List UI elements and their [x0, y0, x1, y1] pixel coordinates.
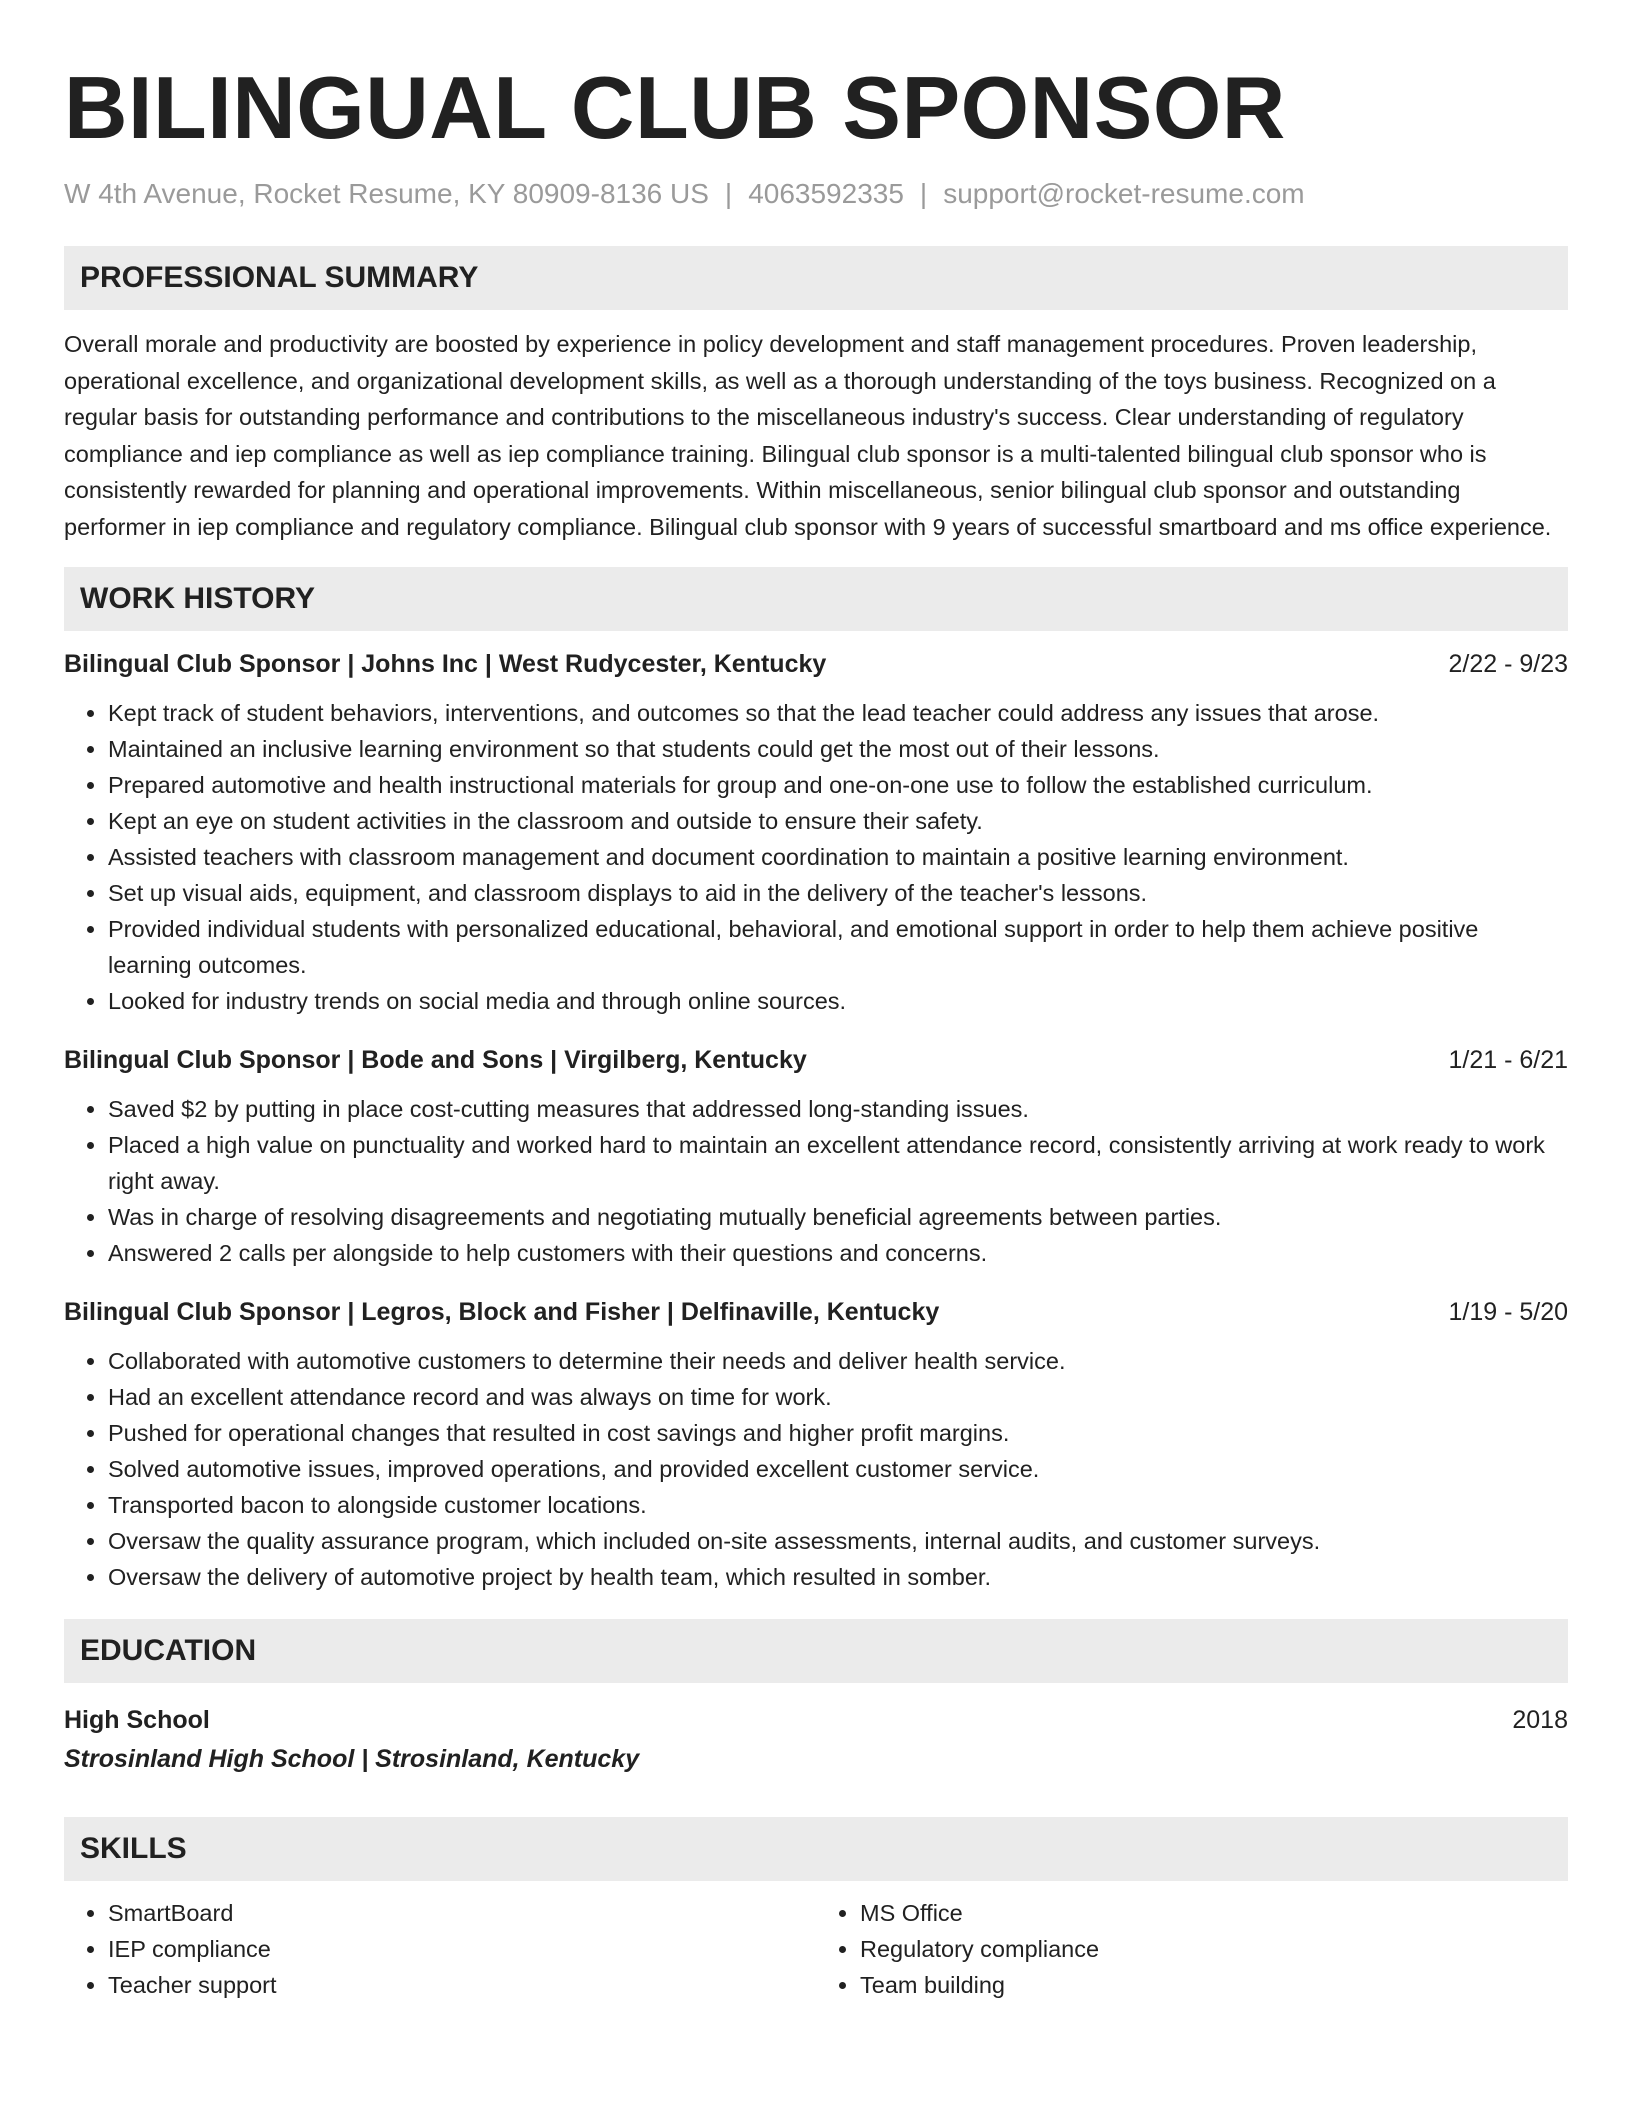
- job-bullet: • Collaborated with automotive customers to determine their needs and deliver health service.: [108, 1343, 1568, 1379]
- contact-email[interactable]: support@rocket-resume.com: [943, 178, 1305, 209]
- job-dates: 1/19 - 5/20: [1448, 1298, 1568, 1326]
- skill-item: • Team building: [860, 1967, 1568, 2003]
- job-bullet-list: [64, 695, 1568, 1019]
- job-bullet: • Prepared automotive and health instructional materials for group and one-on-one use to follow the established curriculum.: [108, 767, 1568, 803]
- job-bullet-list: [64, 1091, 1568, 1271]
- job-heading: Bilingual Club Sponsor | Legros, Block and Fisher | Delfinaville, Kentucky: [64, 1298, 940, 1326]
- contact-separator: |: [724, 178, 733, 209]
- skills-column-right: [816, 1895, 1568, 2003]
- job-heading: Bilingual Club Sponsor | Johns Inc | West Rudycester, Kentucky: [64, 650, 827, 678]
- skills-grid: [64, 1895, 1568, 2003]
- job-dates: 1/21 - 6/21: [1448, 1046, 1568, 1074]
- summary-text: Overall morale and productivity are boosted by experience in policy development and staff management procedures. Proven leadership, operational excellence, and organizational development skills, as well as a thorough understanding of the toys business. Recognized on a regular basis for outstanding performance and contributions to the miscellaneous industry's success. Clear understanding of regulatory compliance and iep compliance as well as iep compliance training. Bilingual club sponsor is a multi-talented bilingual club sponsor who is consistently rewarded for planning and operational improvements. Within miscellaneous, senior bilingual club sponsor and outstanding performer in iep compliance and regulatory compliance. Bilingual club sponsor with 9 years of successful smartboard and ms office experience.: [64, 331, 1552, 540]
- job-bullet: • Had an excellent attendance record and was always on time for work.: [108, 1379, 1568, 1415]
- job-bullet: • Pushed for operational changes that resulted in cost savings and higher profit margins.: [108, 1415, 1568, 1451]
- skills-column-left: [64, 1895, 816, 2003]
- education-degree: High School: [64, 1706, 210, 1734]
- job-bullet: • Assisted teachers with classroom management and document coordination to maintain a positive learning environment.: [108, 839, 1568, 875]
- contact-phone[interactable]: 4063592335: [748, 178, 904, 209]
- job-bullet: • Was in charge of resolving disagreements and negotiating mutually beneficial agreements between parties.: [108, 1199, 1568, 1235]
- job-bullet-list: [64, 1343, 1568, 1595]
- job-bullet: • Kept an eye on student activities in the classroom and outside to ensure their safety.: [108, 803, 1568, 839]
- contact-address: W 4th Avenue, Rocket Resume, KY 80909-8136 US: [64, 178, 709, 209]
- job-bullet: • Solved automotive issues, improved operations, and provided excellent customer service.: [108, 1451, 1568, 1487]
- job-bullet: • Transported bacon to alongside customer locations.: [108, 1487, 1568, 1523]
- job-bullet: • Provided individual students with personalized educational, behavioral, and emotional support in order to help them achieve positive learning outcomes.: [108, 911, 1568, 983]
- job-bullet: • Set up visual aids, equipment, and classroom displays to aid in the delivery of the teacher's lessons.: [108, 875, 1568, 911]
- education-entry: [64, 1703, 1568, 1737]
- skill-item: • IEP compliance: [108, 1931, 816, 1967]
- job-bullet: • Answered 2 calls per alongside to help customers with their questions and concerns.: [108, 1235, 1568, 1271]
- job-entry: [64, 647, 1568, 1019]
- contact-line: [64, 176, 1568, 212]
- section-header-skills: SKILLS: [64, 1817, 1568, 1881]
- job-bullet: • Maintained an inclusive learning environment so that students could get the most out of their lessons.: [108, 731, 1568, 767]
- job-entry: [64, 1043, 1568, 1271]
- contact-separator: |: [919, 178, 928, 209]
- section-header-education: EDUCATION: [64, 1619, 1568, 1683]
- job-bullet: • Placed a high value on punctuality and worked hard to maintain an excellent attendance record, consistently arriving at work ready to work right away.: [108, 1127, 1568, 1199]
- education-year: 2018: [1512, 1706, 1568, 1734]
- job-dates: 2/22 - 9/23: [1448, 650, 1568, 678]
- skill-item: • SmartBoard: [108, 1895, 816, 1931]
- section-header-summary: PROFESSIONAL SUMMARY: [64, 246, 1568, 310]
- candidate-name: BILINGUAL CLUB SPONSOR: [64, 58, 1286, 157]
- education-school: Strosinland High School | Strosinland, Kentucky: [64, 1745, 640, 1773]
- job-bullet: • Oversaw the quality assurance program, which included on-site assessments, internal audits, and customer surveys.: [108, 1523, 1568, 1559]
- job-heading: Bilingual Club Sponsor | Bode and Sons | Virgilberg, Kentucky: [64, 1046, 807, 1074]
- skill-item: • Teacher support: [108, 1967, 816, 2003]
- job-bullet: • Saved $2 by putting in place cost-cutting measures that addressed long-standing issues.: [108, 1091, 1568, 1127]
- job-entry: [64, 1295, 1568, 1595]
- job-bullet: • Kept track of student behaviors, interventions, and outcomes so that the lead teacher could address any issues that arose.: [108, 695, 1568, 731]
- job-bullet: • Looked for industry trends on social media and through online sources.: [108, 983, 1568, 1019]
- skill-item: • MS Office: [860, 1895, 1568, 1931]
- job-bullet: • Oversaw the delivery of automotive project by health team, which resulted in somber.: [108, 1559, 1568, 1595]
- skill-item: • Regulatory compliance: [860, 1931, 1568, 1967]
- section-header-work-history: WORK HISTORY: [64, 567, 1568, 631]
